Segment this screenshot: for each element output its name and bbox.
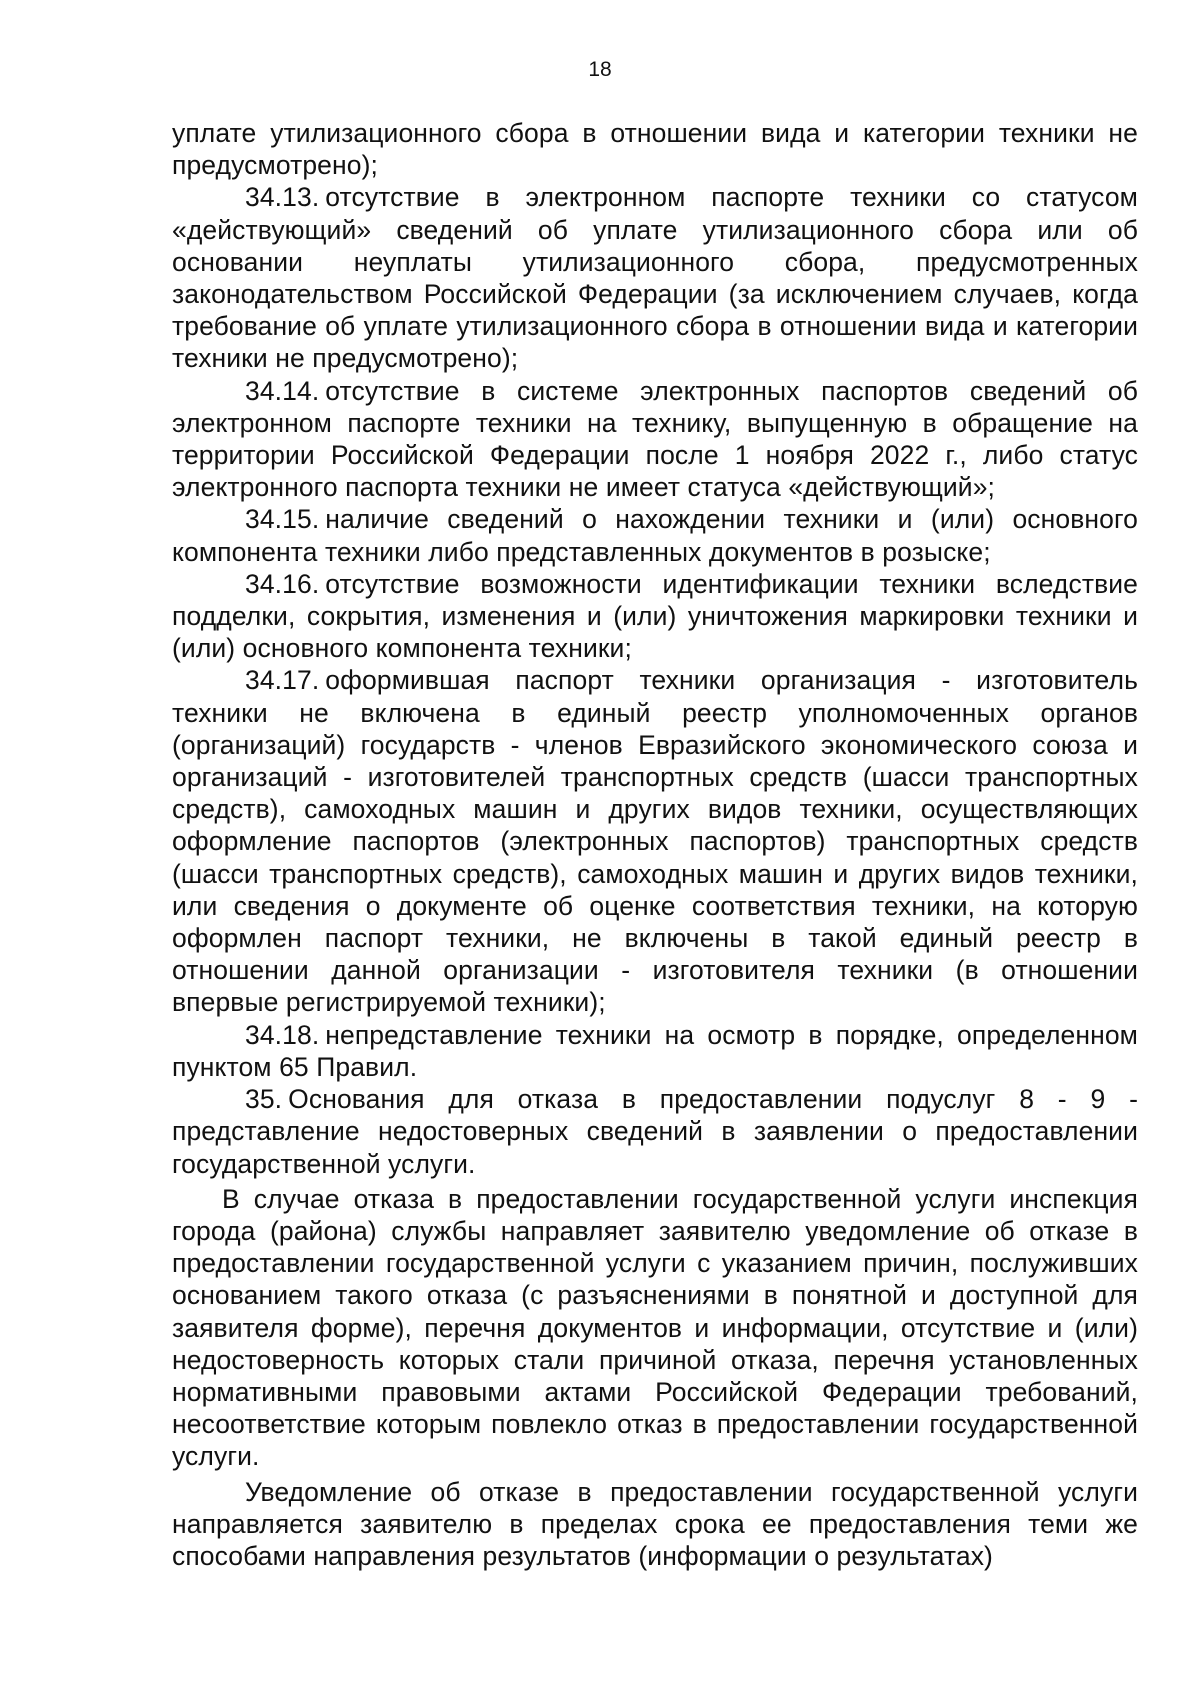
paragraph-text: оформившая паспорт техники организация - изготовитель техники не включена в единый реестр уполномоченных органов (организаций) государств - членов Евразийского экономического союза и организаций - изготовителей транспортных средств (шасси транспортных средств), самоходных машин и других видов техники, осуществляющих оформление паспортов (электронных паспортов) транспортных средств (шасси транспортных средств), самоходных машин и других видов техники, или сведения о документе об оценке соответствия техники, на которую оформлен паспорт техники, не включены в такой единый реестр в отношении данной организации - изготовителя техники (в отношении впервые регистрируемой техники); xyxy=(172,665,1138,1018)
paragraph-34-17 xyxy=(172,664,1138,1018)
paragraph-continuation xyxy=(172,117,1138,181)
paragraph-number: 34.14. xyxy=(245,375,320,406)
paragraph-number: 34.13. xyxy=(245,182,320,213)
paragraph-text: непредставление техники на осмотр в порядке, определенном пунктом 65 Правил. xyxy=(172,1019,1138,1082)
paragraph-number: 34.16. xyxy=(245,568,320,599)
paragraph-number: 34.15. xyxy=(245,504,320,535)
paragraph-34-14 xyxy=(172,375,1138,504)
paragraph-number: 34.17. xyxy=(245,665,320,696)
paragraph-35 xyxy=(172,1083,1138,1180)
page-number: 18 xyxy=(588,58,612,81)
paragraph-34-16 xyxy=(172,568,1138,665)
paragraph-number: 34.18. xyxy=(245,1019,320,1050)
paragraph-34-18 xyxy=(172,1019,1138,1083)
paragraph-text: уплате утилизационного сбора в отношении вида и категории техники не предусмотрено); xyxy=(172,118,1138,181)
paragraph-34-13 xyxy=(172,181,1138,374)
paragraph-text: Основания для отказа в предоставлении подуслуг 8 - 9 - представление недостоверных сведений в заявлении о предоставлении государственной услуги. xyxy=(172,1084,1138,1179)
paragraph-text: отсутствие в системе электронных паспортов сведений об электронном паспорте техники на технику, выпущенную в обращение на территории Российской Федерации после 1 ноября 2022 г., либо статус электронного паспорта техники не имеет статуса «действующий»; xyxy=(172,375,1138,503)
paragraph-notice xyxy=(172,1476,1138,1573)
paragraph-text: Уведомление об отказе в предоставлении государственной услуги направляется заявителю в пределах срока ее предоставления теми же способами направления результатов (информации о результатах) xyxy=(172,1476,1138,1571)
document-body xyxy=(172,117,1138,1572)
paragraph-text: отсутствие в электронном паспорте техники со статусом «действующий» сведений об уплате утилизационного сбора или об основании неуплаты утилизационного сбора, предусмотренных законодательством Российской Федерации (за исключением случаев, когда требование об уплате утилизационного сбора в отношении вида и категории техники не предусмотрено); xyxy=(172,182,1138,374)
paragraph-number: 35. xyxy=(245,1084,283,1115)
paragraph-refusal xyxy=(172,1183,1138,1473)
paragraph-34-15 xyxy=(172,503,1138,567)
paragraph-text: В случае отказа в предоставлении государственной услуги инспекция города (района) службы направляет заявителю уведомление об отказе в предоставлении государственной услуги с указанием причин, послуживших основанием такого отказа (с разъяснениями в понятной и доступной для заявителя форме), перечня документов и информации, отсутствие и (или) недостоверность которых стали причиной отказа, перечня установленных нормативными правовыми актами Российской Федерации требований, несоответствие которым повлекло отказ в предоставлении государственной услуги. xyxy=(172,1183,1138,1472)
paragraph-text: наличие сведений о нахождении техники и (или) основного компонента техники либо представленных документов в розыске; xyxy=(172,504,1138,567)
paragraph-text: отсутствие возможности идентификации техники вследствие подделки, сокрытия, изменения и (или) уничтожения маркировки техники и (или) основного компонента техники; xyxy=(172,568,1138,664)
